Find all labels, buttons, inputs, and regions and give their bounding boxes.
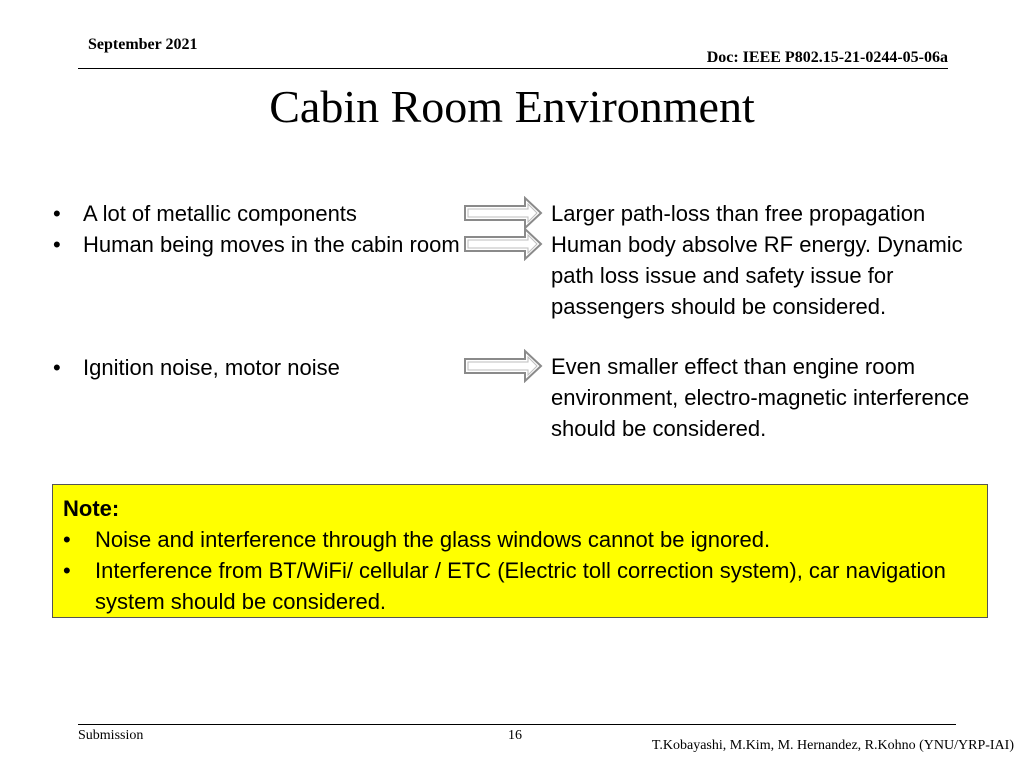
right-arrow-icon [463, 349, 543, 383]
note-heading: Note: [63, 496, 120, 521]
header-doc-id: Doc: IEEE P802.15-21-0244-05-06a [706, 49, 948, 66]
cause-text: A lot of metallic components [83, 201, 357, 226]
bullet-icon: • [63, 527, 71, 552]
note-item-text: Noise and interference through the glass windows cannot be ignored. [95, 527, 771, 552]
bullet-icon: • [53, 232, 61, 257]
bullet-icon: • [53, 355, 61, 380]
page-number: 16 [508, 728, 522, 743]
right-arrow-icon [463, 227, 543, 261]
effect-text: Larger path-loss than free propagation [551, 201, 926, 226]
footer-divider [78, 724, 956, 725]
bullet-icon: • [63, 558, 71, 583]
cause-text: Human being moves in the cabin room [83, 232, 460, 257]
right-arrow-icon [463, 196, 543, 230]
header-date: September 2021 [88, 36, 198, 53]
cause-text: Ignition noise, motor noise [83, 355, 340, 380]
footer-submission: Submission [78, 728, 144, 743]
bullet-icon: • [53, 201, 61, 226]
effect-text: Human body absolve RF energy. Dynamic path loss issue and safety issue for passengers should be considered. [551, 232, 963, 319]
note-item-text: Interference from BT/WiFi/ cellular / ETC (Electric toll correction system), car navigation system should be considered. [95, 558, 946, 614]
slide-title: Cabin Room Environment [269, 81, 755, 132]
note-box [52, 484, 988, 618]
footer-authors: T.Kobayashi, M.Kim, M. Hernandez, R.Kohno (YNU/YRP-IAI) [651, 738, 1014, 753]
effect-text: Even smaller effect than engine room environment, electro-magnetic interference should be considered. [551, 354, 970, 441]
header-divider [78, 68, 948, 69]
